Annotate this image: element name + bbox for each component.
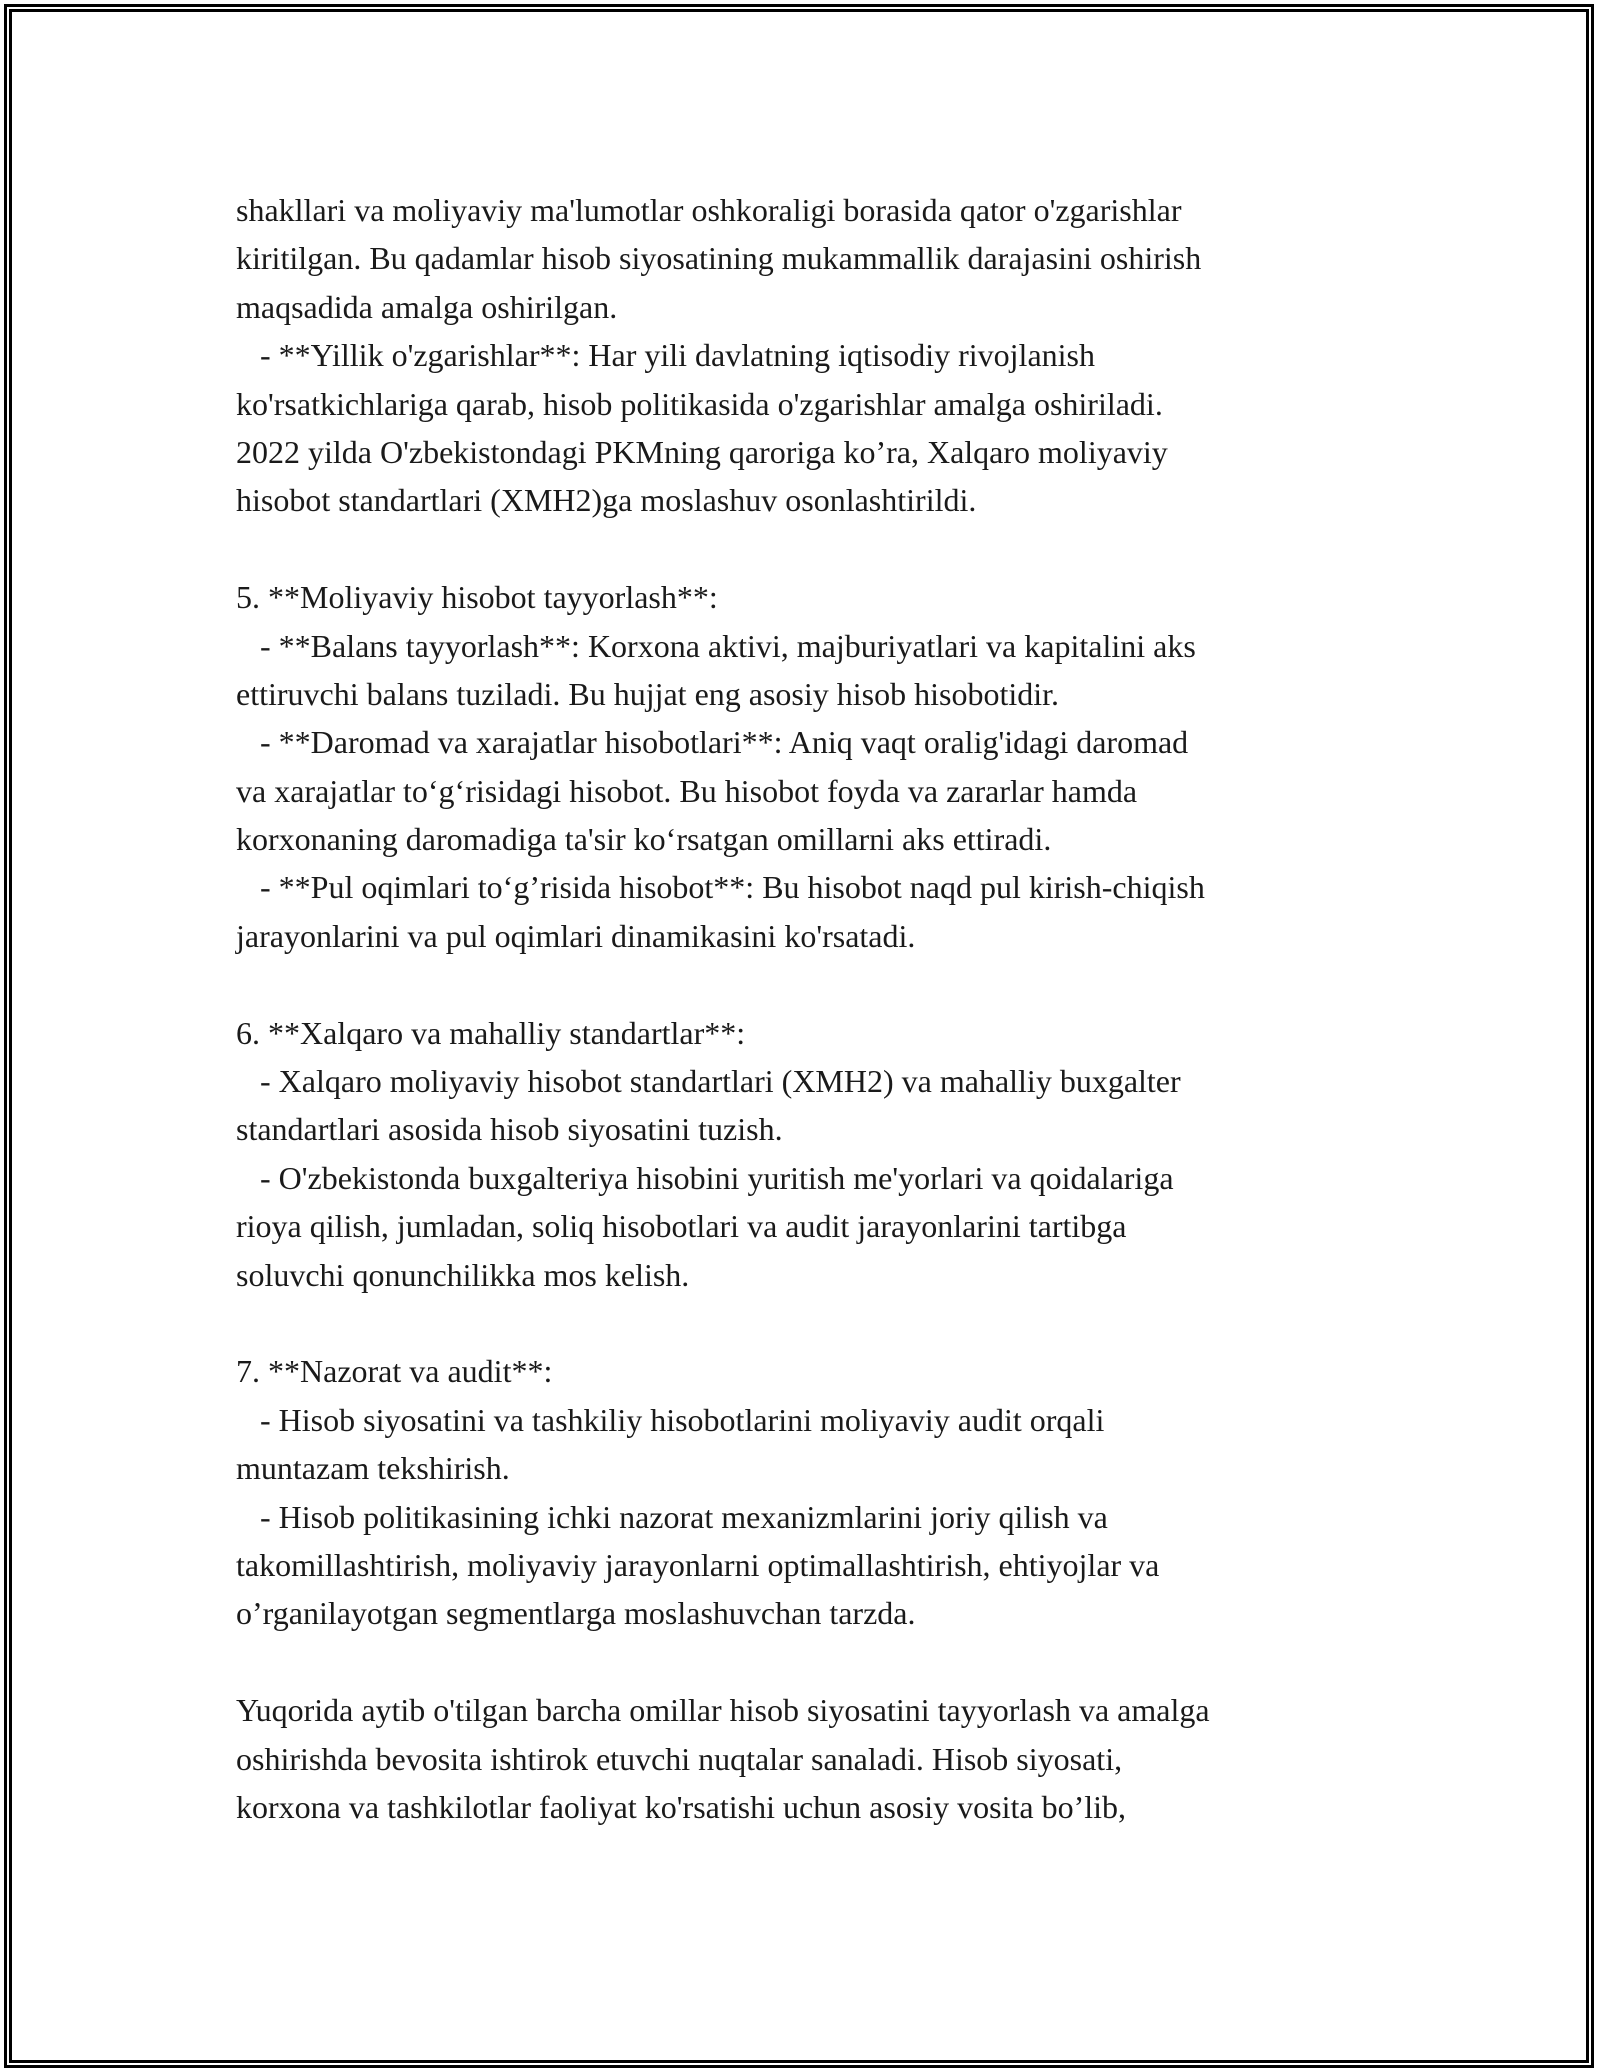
text-line: - Hisob politikasining ichki nazorat mexanizmlarini joriy qilish va <box>236 1498 1108 1535</box>
text-line: o’rganilayotgan segmentlarga moslashuvchan tarzda. <box>236 1595 916 1632</box>
blank-line <box>236 960 1396 1008</box>
text-line: oshirishda bevosita ishtirok etuvchi nuqtalar sanaladi. Hisob siyosati, <box>236 1740 1123 1777</box>
document-body <box>236 186 1396 1831</box>
text-line: 2022 yilda O'zbekistondagi PKMning qaroriga ko’ra, Xalqaro moliyaviy <box>236 433 1168 470</box>
text-line: rioya qilish, jumladan, soliq hisobotlari va audit jarayonlarini tartibga <box>236 1208 1127 1245</box>
section-heading: 6. **Xalqaro va mahalliy standartlar**: <box>236 1014 746 1051</box>
text-line: muntazam tekshirish. <box>236 1450 510 1487</box>
blank-line <box>236 1638 1396 1686</box>
text-line: ettiruvchi balans tuziladi. Bu hujjat eng asosiy hisob hisobotidir. <box>236 675 1060 712</box>
text-line: - Hisob siyosatini va tashkiliy hisobotlarini moliyaviy audit orqali <box>236 1401 1105 1438</box>
text-line: soluvchi qonunchilikka mos kelish. <box>236 1256 690 1293</box>
section-heading: 7. **Nazorat va audit**: <box>236 1353 553 1390</box>
text-line: - **Pul oqimlari to‘g’risida hisobot**: Bu hisobot naqd pul kirish-chiqish <box>236 869 1205 906</box>
text-line: korxona va tashkilotlar faoliyat ko'rsatishi uchun asosiy vosita bo’lib, <box>236 1788 1127 1825</box>
text-line: shakllari va moliyaviy ma'lumotlar oshkoraligi borasida qator o'zgarishlar <box>236 192 1182 228</box>
text-line: korxonaning daromadiga ta'sir ko‘rsatgan omillarni aks ettiradi. <box>236 821 1052 858</box>
blank-line <box>236 1299 1396 1347</box>
text-line: Yuqorida aytib o'tilgan barcha omillar hisob siyosatini tayyorlash va amalga <box>236 1692 1210 1729</box>
text-line: - **Daromad va xarajatlar hisobotlari**: Aniq vaqt oralig'idagi daromad <box>236 724 1189 761</box>
text-line: jarayonlarini va pul oqimlari dinamikasini ko'rsatadi. <box>236 917 916 954</box>
text-line: - Xalqaro moliyaviy hisobot standartlari (XMH2) va mahalliy buxgalter <box>236 1063 1181 1100</box>
section-heading: 5. **Moliyaviy hisobot tayyorlash**: <box>236 579 718 616</box>
text-line: maqsadida amalga oshirilgan. <box>236 288 618 325</box>
text-line: - **Balans tayyorlash**: Korxona aktivi, majburiyatlari va kapitalini aks <box>236 627 1196 664</box>
text-line: - O'zbekistonda buxgalteriya hisobini yuritish me'yorlari va qoidalariga <box>236 1159 1174 1196</box>
text-line: va xarajatlar to‘g‘risidagi hisobot. Bu hisobot foyda va zararlar hamda <box>236 772 1138 809</box>
text-line: takomillashtirish, moliyaviy jarayonlarni optimallashtirish, ehtiyojlar va <box>236 1546 1160 1583</box>
text-line: hisobot standartlari (XMH2)ga moslashuv osonlashtirildi. <box>236 482 977 519</box>
text-line: kiritilgan. Bu qadamlar hisob siyosatining mukammallik darajasini oshirish <box>236 240 1202 277</box>
text-line: ko'rsatkichlariga qarab, hisob politikasida o'zgarishlar amalga oshiriladi. <box>236 385 1163 422</box>
blank-line <box>236 525 1396 573</box>
text-line: standartlari asosida hisob siyosatini tuzish. <box>236 1111 783 1148</box>
text-line: - **Yillik o'zgarishlar**: Har yili davlatning iqtisodiy rivojlanish <box>236 337 1095 374</box>
